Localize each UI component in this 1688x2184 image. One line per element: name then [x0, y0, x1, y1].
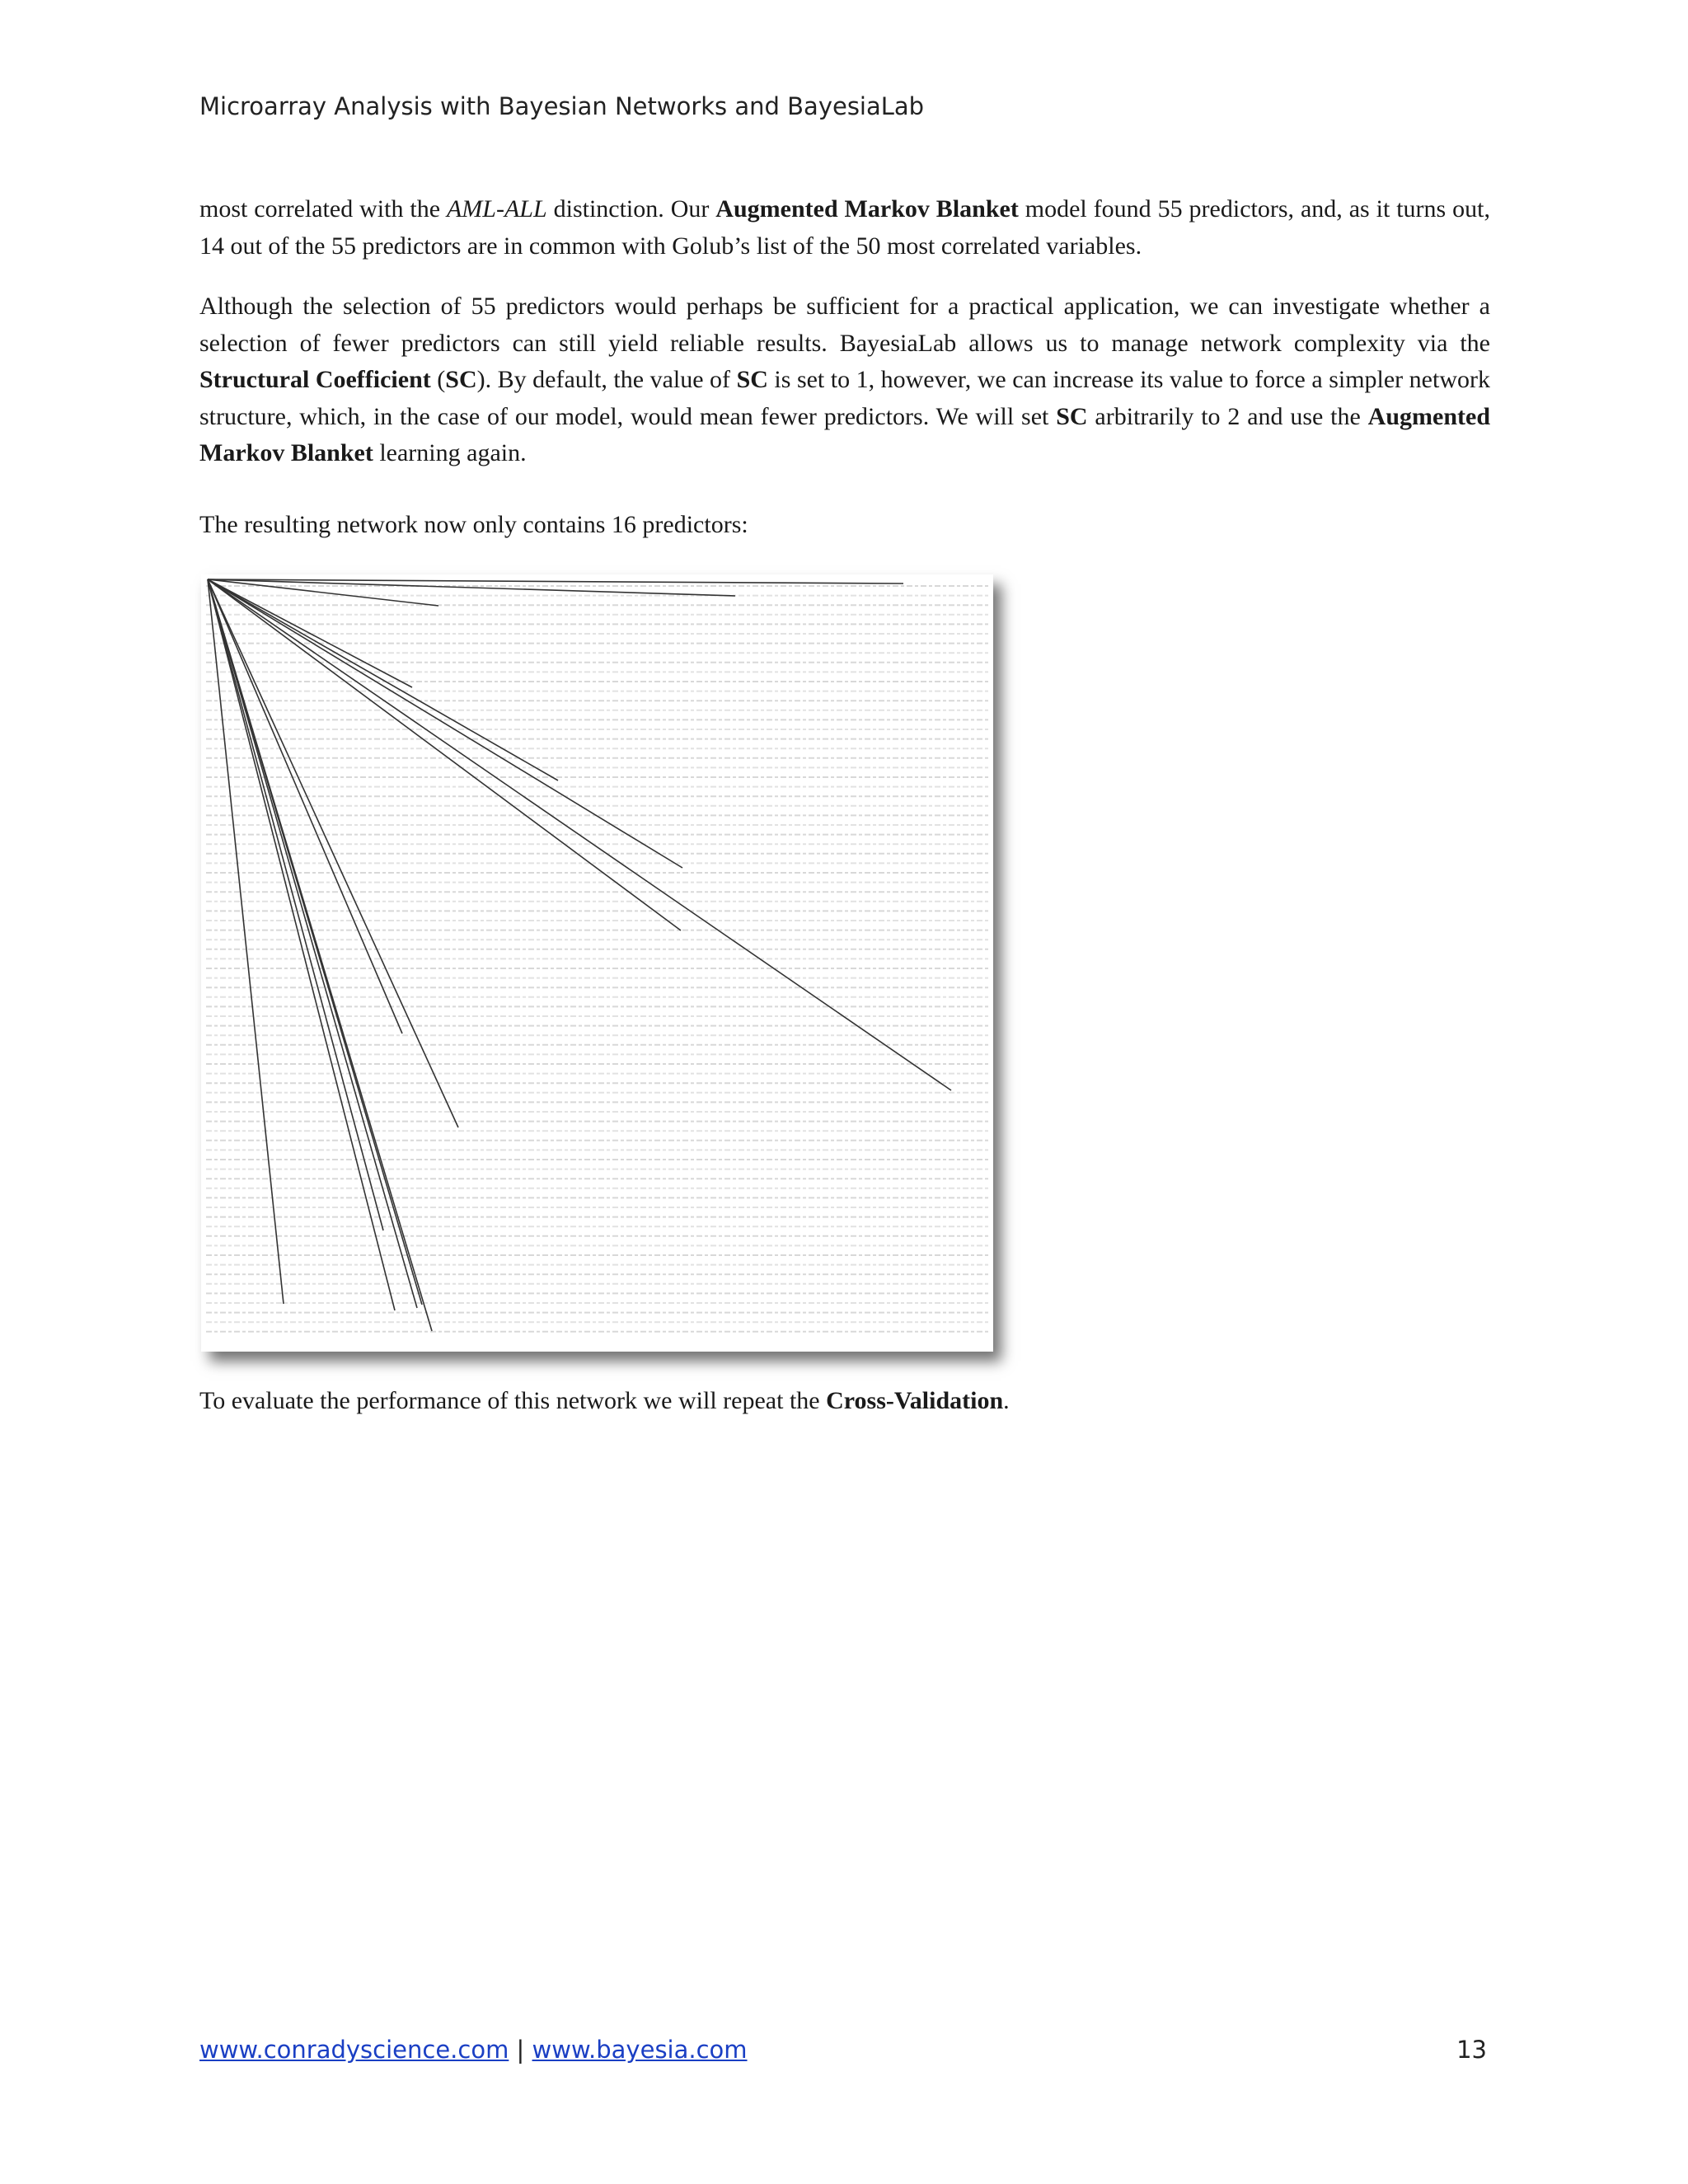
network-arc	[208, 579, 284, 1304]
page-number: 13	[1456, 2036, 1487, 2064]
paragraph-2	[199, 288, 1490, 472]
paragraph-3: The resulting network now only contains 16 predictors:	[199, 511, 748, 538]
p1-text: model found 55 predictors, and, as it turns out, 14 out of the 55 predictors are in common with Golub’s list of the 50 most correlated variables.	[199, 195, 1490, 260]
network-arc	[208, 579, 681, 930]
sc-term: SC	[736, 366, 768, 393]
augmented-markov-blanket-term: Augmented Markov Blanket	[715, 195, 1019, 223]
structural-coefficient-term: Structural Coefficient	[199, 366, 431, 393]
network-graph	[201, 574, 993, 1352]
p1-text: most correlated with the	[199, 195, 447, 223]
p2-text: learning again.	[373, 439, 527, 466]
p1-text: distinction. Our	[546, 195, 716, 223]
network-figure	[201, 574, 993, 1352]
running-header: Microarray Analysis with Bayesian Networks and BayesiaLab	[199, 92, 925, 120]
p2-text: (	[430, 366, 446, 393]
paragraph-4	[199, 1383, 1490, 1420]
aml-all-term: AML-ALL	[446, 195, 547, 223]
p2-text: is set to 1, however, we can increase its value to force a simpler network structure, which, in the case of our model, would mean fewer predictors. We will set	[199, 366, 1490, 430]
network-arc	[208, 579, 432, 1331]
augmented-markov-blanket-term: Augmented Markov Blanket	[199, 402, 1491, 466]
p2-text: Although the selection of 55 predictors would perhaps be sufficient for a practical application, we can investigate whether a selection of fewer predictors can still yield reliable results. BayesiaLab allows us to manage network complexity via the	[199, 293, 1490, 357]
footer-links	[199, 2036, 748, 2064]
bayesia-link[interactable]: www.bayesia.com	[532, 2036, 748, 2064]
network-arc	[208, 579, 558, 780]
sc-term: SC	[1056, 402, 1088, 430]
p4-text: To evaluate the performance of this network we will repeat the	[199, 1387, 827, 1414]
footer-separator: |	[509, 2036, 532, 2064]
p2-text: arbitrarily to 2 and use the	[1087, 402, 1368, 430]
p4-text: .	[1003, 1387, 1010, 1414]
p2-text: ). By default, the value of	[476, 366, 737, 393]
conradyscience-link[interactable]: www.conradyscience.com	[199, 2036, 509, 2064]
paragraph-1	[199, 191, 1490, 265]
sc-term: SC	[445, 366, 477, 393]
cross-validation-term: Cross-Validation	[826, 1387, 1004, 1414]
